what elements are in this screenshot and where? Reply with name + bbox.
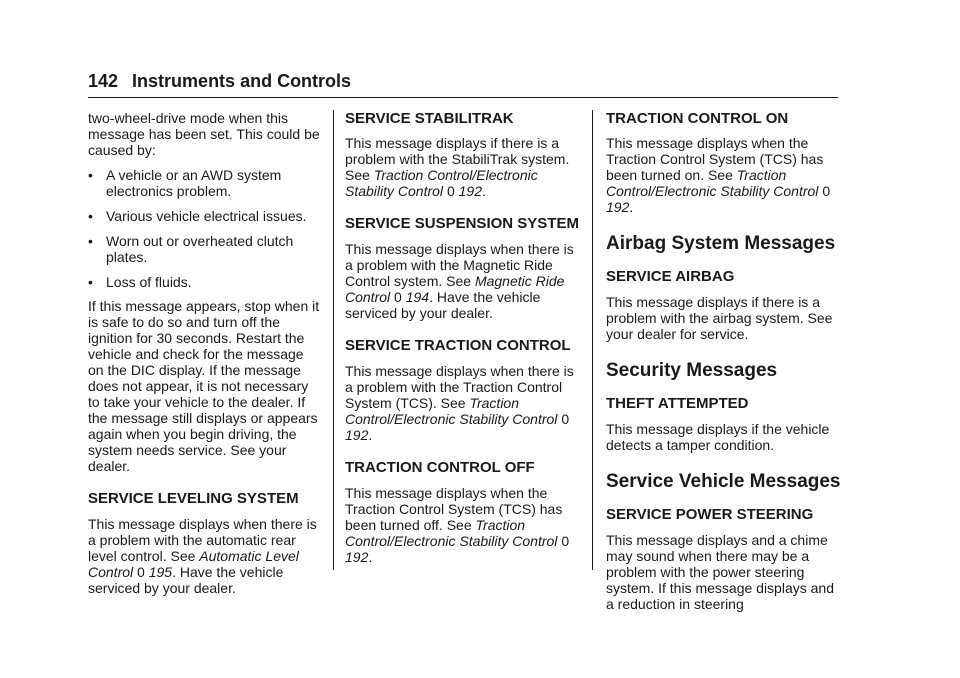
column-divider-1 bbox=[333, 110, 334, 570]
ref-link[interactable]: Magnetic Ride Control bbox=[345, 273, 565, 305]
section-service-vehicle-messages: Service Vehicle Messages bbox=[606, 471, 841, 492]
heading-service-traction: SERVICE TRACTION CONTROL bbox=[345, 337, 571, 354]
traction-text: This message displays when there is a problem with the Traction Control System (TCS). See Traction Control/Electronic Stability Control 0 192. bbox=[345, 363, 574, 443]
page-number: 142 bbox=[88, 71, 119, 91]
leveling-text: This message displays when there is a problem with the automatic rear level control. See Automatic Level Control 0 195. Have the vehicle serviced by your dealer. bbox=[88, 516, 317, 596]
stabilitrak-text: This message displays if there is a problem with the StabiliTrak system. See Traction Control/Electronic Stability Control 0 192. bbox=[345, 135, 570, 199]
section-security-messages: Security Messages bbox=[606, 360, 778, 381]
list-item: • A vehicle or an AWD system electronics problem. bbox=[88, 167, 282, 199]
airbag-text: This message displays if there is a problem with the airbag system. See your dealer for service. bbox=[606, 294, 833, 342]
power-steering-text: This message displays and a chime may sound when there may be a problem with the power steering system. If this message displays and a reduction in steering bbox=[606, 532, 834, 612]
page-ref[interactable]: 192 bbox=[345, 427, 369, 443]
heading-traction-on: TRACTION CONTROL ON bbox=[606, 110, 789, 127]
page-ref[interactable]: 192 bbox=[345, 549, 369, 565]
ref-symbol: 0 bbox=[137, 564, 145, 580]
column-3 bbox=[606, 110, 842, 612]
bullet-icon: • bbox=[88, 167, 93, 183]
ref-link[interactable]: Traction Control/Electronic Stability Control bbox=[345, 395, 558, 427]
section-airbag-messages: Airbag System Messages bbox=[606, 233, 836, 254]
ref-symbol: 0 bbox=[561, 411, 570, 427]
column-2 bbox=[345, 110, 581, 565]
ref-symbol: 0 bbox=[394, 289, 402, 305]
ref-link[interactable]: Automatic Level Control bbox=[88, 548, 299, 580]
ref-link[interactable]: Traction Control/Electronic Stability Control bbox=[345, 167, 538, 199]
page-header bbox=[88, 71, 351, 92]
heading-service-leveling: SERVICE LEVELING SYSTEM bbox=[88, 490, 299, 507]
ref-link[interactable]: Traction Control/Electronic Stability Control bbox=[606, 167, 819, 199]
ref-symbol: 0 bbox=[822, 183, 831, 199]
list-item: • Loss of fluids. bbox=[88, 274, 192, 290]
heading-traction-off: TRACTION CONTROL OFF bbox=[345, 459, 535, 476]
traction-on-text: This message displays when the Traction Control System (TCS) has been turned on. See Traction Control/Electronic Stability Control 0 192. bbox=[606, 135, 831, 215]
heading-service-airbag: SERVICE AIRBAG bbox=[606, 268, 735, 285]
theft-text: This message displays if the vehicle detects a tamper condition. bbox=[606, 421, 830, 453]
ref-symbol: 0 bbox=[446, 183, 455, 199]
list-item: • Worn out or overheated clutch plates. bbox=[88, 233, 294, 265]
instructions-paragraph: If this message appears, stop when it is safe to do so and turn off the ignition for 30 seconds. Restart the vehicle and check for the message on the DIC display. If the message does not appear, it is not necessary to take your vehicle to the dealer. If the message still displays or appears again when you begin driving, the system needs service. See your dealer. bbox=[88, 298, 320, 474]
page-ref[interactable]: 192 bbox=[458, 183, 482, 199]
suspension-text: This message displays when there is a problem with the Magnetic Ride Control system. See Magnetic Ride Control 0 194. Have the vehicle serviced by your dealer. bbox=[345, 241, 574, 321]
traction-off-text: This message displays when the Traction Control System (TCS) has been turned off. See Traction Control/Electronic Stability Control 0 192. bbox=[345, 485, 570, 565]
page-ref[interactable]: 194 bbox=[405, 289, 430, 305]
section-title: Instruments and Controls bbox=[132, 71, 352, 91]
ref-link[interactable]: Traction Control/Electronic Stability Control bbox=[345, 517, 558, 549]
ref-symbol: 0 bbox=[561, 533, 570, 549]
column-1 bbox=[88, 110, 322, 596]
heading-theft-attempted: THEFT ATTEMPTED bbox=[606, 395, 749, 412]
page-ref[interactable]: 195 bbox=[148, 564, 173, 580]
column-divider-2 bbox=[592, 110, 593, 570]
intro-text: two-wheel-drive mode when this message has been set. This could be caused by: bbox=[88, 110, 320, 158]
heading-service-suspension: SERVICE SUSPENSION SYSTEM bbox=[345, 215, 579, 232]
heading-service-stabilitrak: SERVICE STABILITRAK bbox=[345, 110, 514, 127]
header-rule bbox=[88, 97, 838, 98]
bullet-icon: • bbox=[88, 274, 93, 290]
page-ref[interactable]: 192 bbox=[606, 199, 630, 215]
heading-service-power-steering: SERVICE POWER STEERING bbox=[606, 506, 814, 523]
bullet-icon: • bbox=[88, 233, 93, 249]
bullet-icon: • bbox=[88, 208, 93, 224]
list-item: • Various vehicle electrical issues. bbox=[88, 208, 307, 224]
